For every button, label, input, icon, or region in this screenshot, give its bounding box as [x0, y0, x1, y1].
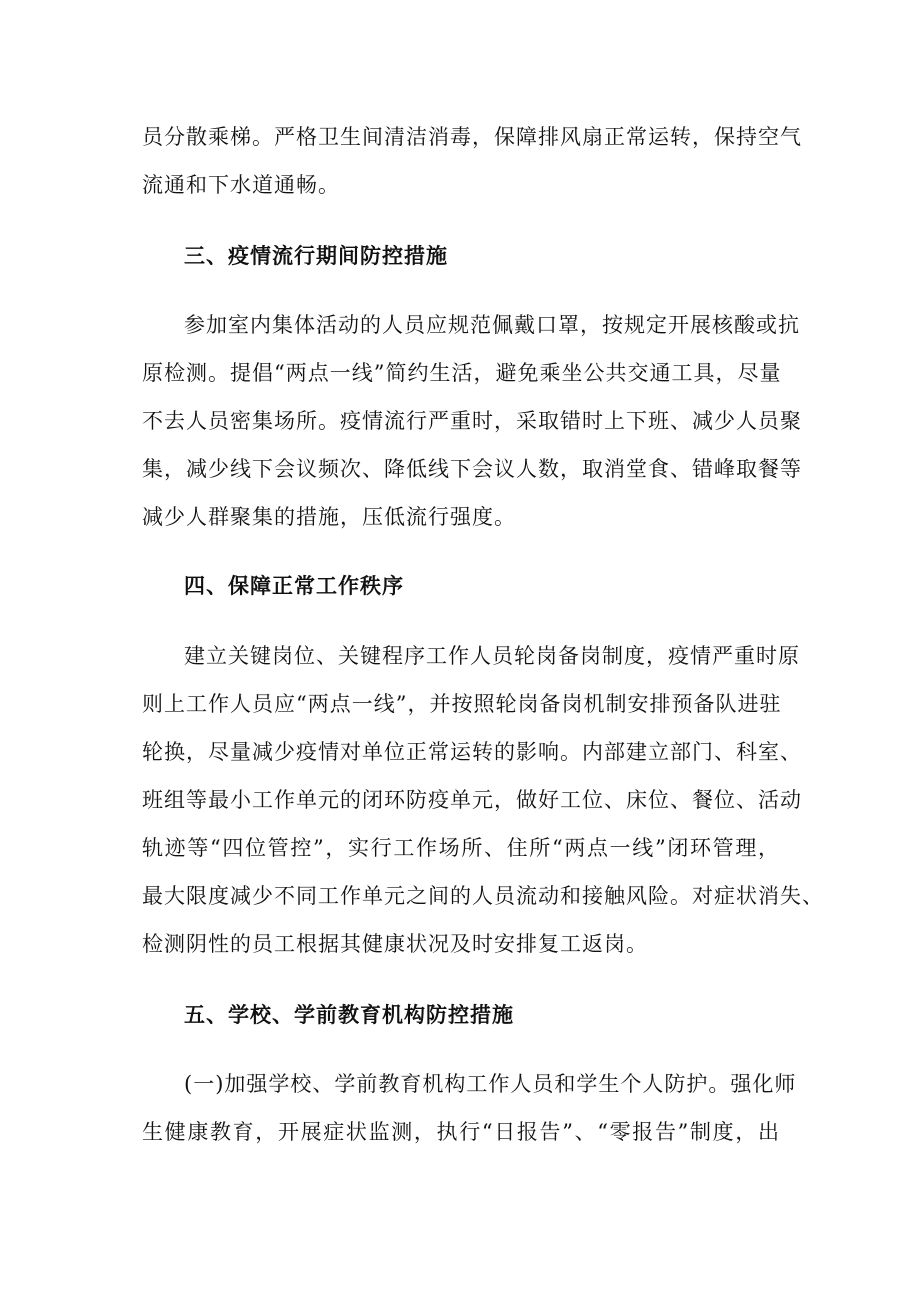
- paragraph-line: 最大限度减少不同工作单元之间的人员流动和接触风险。对症状消失、: [142, 884, 824, 908]
- paragraph-line: 生健康教育，开展症状监测，执行“日报告”、“零报告”制度，出: [142, 1120, 780, 1144]
- paragraph-line: 流通和下水道通畅。: [142, 173, 340, 197]
- paragraph-line: (一)加强学校、学前教育机构工作人员和学生个人防护。强化师: [184, 1072, 797, 1096]
- paragraph-line: 减少人群聚集的措施，压低流行强度。: [142, 505, 516, 529]
- paragraph-line: 检测阴性的员工根据其健康状况及时安排复工返岗。: [142, 932, 648, 956]
- paragraph-line: 建立关键岗位、关键程序工作人员轮岗备岗制度，疫情严重时原: [184, 644, 800, 668]
- paragraph-line: 则上工作人员应“两点一线”，并按照轮岗备岗机制安排预备队进驻: [142, 692, 782, 716]
- paragraph-line: 集，减少线下会议频次、降低线下会议人数，取消堂食、错峰取餐等: [142, 457, 802, 481]
- paragraph-line: 不去人员密集场所。疫情流行严重时，采取错时上下班、减少人员聚: [142, 409, 802, 433]
- section-heading: 五、学校、学前教育机构防控措施: [184, 1002, 514, 1027]
- section-heading: 三、疫情流行期间防控措施: [184, 243, 448, 268]
- paragraph-line: 参加室内集体活动的人员应规范佩戴口罩，按规定开展核酸或抗: [184, 313, 800, 337]
- paragraph-line: 班组等最小工作单元的闭环防疫单元，做好工位、床位、餐位、活动: [142, 788, 802, 812]
- paragraph-line: 员分散乘梯。严格卫生间清洁消毒，保障排风扇正常运转，保持空气: [142, 125, 802, 149]
- paragraph-line: 轮换，尽量减少疫情对单位正常运转的影响。内部建立部门、科室、: [142, 740, 802, 764]
- section-heading: 四、保障正常工作秩序: [184, 573, 404, 598]
- paragraph-line: 原检测。提倡“两点一线”简约生活，避免乘坐公共交通工具，尽量: [142, 361, 782, 385]
- paragraph-line: 轨迹等“四位管控”，实行工作场所、住所“两点一线”闭环管理，: [142, 836, 780, 860]
